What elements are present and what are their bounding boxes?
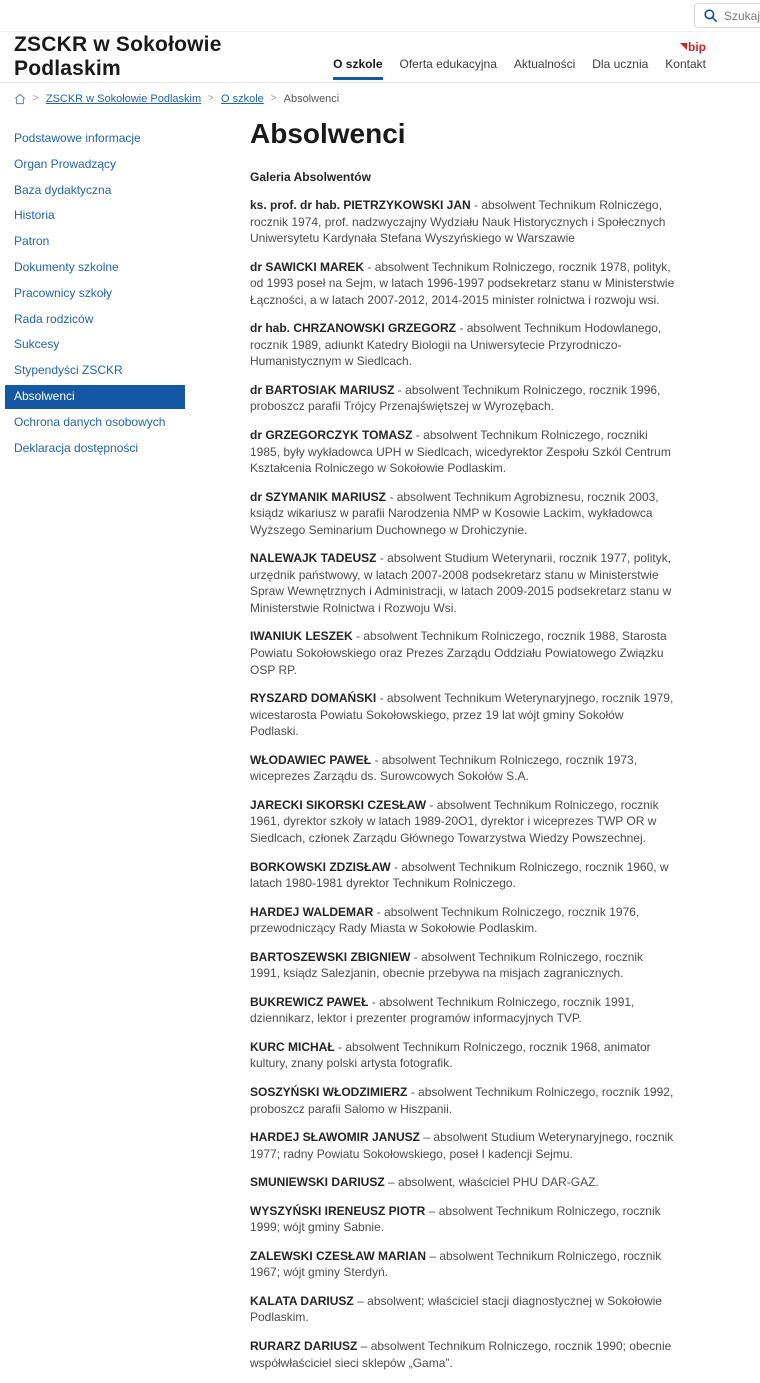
alumnus-name: HARDEJ WALDEMAR <box>250 904 374 919</box>
alumnus-description: absolwent Technikum Rolniczego, rocznik 1978, polityk, od 1993 poseł na Sejm, w latach 1996-1997 podsekretarz stanu w Ministerstwie Łączności, a w latach 2007-2012, 2014-2015 minister rolnictwa i rozwoju wsi. <box>250 259 675 307</box>
alumnus-description: absolwent Technikum Rolniczego, rocznik 1967; wójt gminy Sterdyń. <box>250 1248 662 1280</box>
alumnus-name: KALATA DARIUSZ <box>250 1293 354 1308</box>
site-header <box>0 32 760 83</box>
dash: – <box>360 1338 368 1353</box>
alumnus-description: absolwent Technikum Rolniczego, rocznik 1996, proboszcz parafii Trójcy Przenajświętszej w Wyrozębach. <box>250 382 661 414</box>
sidebar-item[interactable]: Dokumenty szkolne <box>14 259 119 274</box>
alumnus-entry <box>250 197 675 247</box>
dash: - <box>367 259 372 274</box>
breadcrumb <box>0 83 760 114</box>
alumnus-description: absolwent Technikum Rolniczego, rocznik 1990; obecnie współwłaściciel sieci sklepów „Gama”. <box>250 1338 672 1370</box>
alumnus-description: absolwent; właściciel stacji diagnostycznej w Sokołowie Podlaskim. <box>250 1293 662 1325</box>
dash: – <box>423 1130 431 1145</box>
home-icon[interactable] <box>14 93 26 105</box>
sidebar-item[interactable]: Pracownicy szkoły <box>14 285 113 300</box>
alumnus-description: absolwent Technikum Hodowlanego, rocznik 1989, adiunkt Katedry Biologii na Uniwersytecie Przyrodniczo-Humanistycznym w Siedlcach. <box>250 321 662 369</box>
alumnus-entry <box>250 259 675 309</box>
alumnus-description: absolwent, właściciel PHU DAR-GAZ. <box>398 1175 599 1190</box>
sidebar-item[interactable]: Organ Prowadzący <box>14 156 117 171</box>
sidebar-item[interactable]: Sukcesy <box>14 337 60 352</box>
alumnus-name: dr SZYMANIK MARIUSZ <box>250 489 386 504</box>
dash: - <box>429 797 434 812</box>
nav-item[interactable]: Oferta edukacyjna <box>399 57 497 71</box>
alumnus-name: BARTOSZEWSKI ZBIGNIEW <box>250 949 411 964</box>
alumnus-name: NALEWAJK TADEUSZ <box>250 551 377 566</box>
dash: - <box>371 994 376 1009</box>
alumnus-description: absolwent Studium Weterynarii, rocznik 1977, polityk, urzędnik państwowy, w latach 2007-2008 podsekretarz stanu w Ministerstwie Spraw Wewnętrznych i Administracji, w latach 2009-2015 podsekretarz stanu w Ministerstwie Rolnictwa i Rozwoju Wsi. <box>250 551 672 615</box>
alumnus-entry <box>250 752 675 785</box>
alumnus-name: dr GRZEGORCZYK TOMASZ <box>250 428 413 443</box>
bip-logo[interactable] <box>680 41 706 53</box>
sidebar-item[interactable]: Historia <box>14 208 55 223</box>
nav-item[interactable]: Dla ucznia <box>592 57 649 71</box>
dash: - <box>374 752 379 767</box>
alumnus-description: absolwent Technikum Rolniczego, rocznik 1991, dziennikarz, lektor i prezenter programów informacyjnych TVP. <box>250 994 635 1026</box>
alumnus-name: ZALEWSKI CZESŁAW MARIAN <box>250 1248 426 1263</box>
alumnus-description: absolwent Technikum Rolniczego, rocznik 1999; wójt gminy Sabnie. <box>250 1203 661 1235</box>
alumnus-name: SOSZYŃSKI WŁODZIMIERZ <box>250 1084 408 1099</box>
dash: - <box>338 1039 342 1054</box>
alumnus-entry <box>250 382 675 415</box>
dash: - <box>376 904 381 919</box>
search-icon <box>704 9 717 22</box>
alumnus-name: dr BARTOSIAK MARIUSZ <box>250 382 395 397</box>
alumnus-description: absolwent Technikum Rolniczego, rocznik 1991, ksiądz Salezjanin, obecnie przebywa na misjach zagranicznych. <box>250 949 644 981</box>
breadcrumb-separator: > <box>208 93 214 104</box>
dash: - <box>389 489 394 504</box>
alumnus-name: BUKREWICZ PAWEŁ <box>250 994 369 1009</box>
main-nav <box>333 57 706 79</box>
alumnus-entry <box>250 427 675 477</box>
alumnus-description: absolwent Technikum Rolniczego, rocznik 1961, dyrektor szkoły w latach 1989-20O1, dyrektor i wiceprezes TWP OR w Siedlcach, członek Zarządu Głównego Towarzystwa Wiedzy Powszechnej. <box>250 797 659 845</box>
dash: - <box>459 321 464 336</box>
alumnus-entry <box>250 489 675 539</box>
sidebar-nav <box>0 114 205 462</box>
alumnus-entry <box>250 1293 675 1326</box>
main-article <box>205 114 675 1383</box>
alumnus-entry <box>250 1039 675 1072</box>
search-box[interactable] <box>694 3 760 28</box>
alumnus-entry <box>250 1129 675 1162</box>
alumnus-description: absolwent Technikum Rolniczego, rocznik 1968, animator kultury, znany polski artysta fotografik. <box>250 1039 651 1071</box>
alumnus-description: absolwent Studium Weterynaryjnego, rocznik 1977; radny Powiatu Sokołowskiego, poseł I kadencji Sejmu. <box>250 1130 674 1161</box>
sidebar-item[interactable]: Podstawowe informacje <box>14 131 141 145</box>
alumnus-entry <box>250 949 675 982</box>
sidebar-item[interactable]: Deklaracja dostępności <box>14 440 139 455</box>
breadcrumb-current: Absolwenci <box>283 92 340 105</box>
dash: - <box>415 428 420 443</box>
alumnus-entry <box>250 859 675 892</box>
alumnus-description: absolwent Technikum Rolniczego, rocznik 1988, Starosta Powiatu Sokołowskiego oraz Prezes Zarządu Oddziału Powiatowego Związku OSP RP. <box>250 629 667 677</box>
sidebar-item[interactable]: Ochrona danych osobowych <box>14 414 166 429</box>
alumnus-name: RURARZ DARIUSZ <box>250 1338 358 1353</box>
topbar <box>0 0 760 32</box>
breadcrumb-separator: > <box>270 93 277 104</box>
nav-item[interactable]: Kontakt <box>665 57 706 71</box>
dash: – <box>429 1248 437 1263</box>
dash: - <box>379 551 384 566</box>
alumnus-name: SMUNIEWSKI DARIUSZ <box>250 1175 385 1190</box>
alumnus-name: RYSZARD DOMAŃSKI <box>250 691 377 706</box>
alumnus-entry <box>250 320 675 370</box>
dash: – <box>357 1293 364 1308</box>
bip-label: bip <box>688 40 706 54</box>
alumnus-entry <box>250 1174 675 1191</box>
alumnus-description: absolwent Technikum Rolniczego, rocznik 1973, wiceprezes Zarządu ds. Surowcowych Sokołów S.A. <box>250 752 638 784</box>
gallery-heading: Galeria Absolwentów <box>250 170 371 184</box>
dash: - <box>394 859 398 874</box>
content <box>0 114 760 1383</box>
alumni-list <box>250 197 675 1371</box>
alumnus-name: dr hab. CHRZANOWSKI GRZEGORZ <box>250 321 456 336</box>
alumnus-entry <box>250 1203 675 1236</box>
nav-item[interactable]: Aktualności <box>513 57 576 71</box>
alumnus-entry <box>250 1338 675 1371</box>
breadcrumb-link-section[interactable]: O szkole <box>220 92 264 105</box>
page-title: Absolwenci <box>250 118 406 149</box>
alumnus-name: KURC MICHAŁ <box>250 1039 335 1054</box>
alumnus-name: dr SAWICKI MAREK <box>250 259 364 274</box>
dash: - <box>474 198 479 212</box>
bip-flag-icon <box>680 43 687 50</box>
alumnus-entry <box>250 690 675 740</box>
sidebar-item[interactable]: Rada rodziców <box>14 311 94 326</box>
dash: - <box>413 949 418 964</box>
alumnus-description: absolwent Technikum Rolniczego, rocznik 1992, proboszcz parafii Salomo w Hiszpanii. <box>250 1084 674 1116</box>
alumnus-name: BORKOWSKI ZDZISŁAW <box>250 859 391 874</box>
alumnus-description: absolwent Technikum Agrobiznesu, rocznik 2003, ksiądz wikariusz w parafii Narodzenia NMP w Kosowie Lackim, wykładowca Wyższego Seminarium Duchownego w Drohiczynie. <box>250 489 659 537</box>
alumnus-description: absolwent Technikum Rolniczego, rocznik 1974, prof. nadzwyczajny Wydziału Nauk Historycznych i Społecznych Uniwersytetu Kardynała Stefana Wyszyńskiego w Warszawie <box>250 198 666 246</box>
sidebar-item[interactable]: Patron <box>14 234 50 249</box>
dash: – <box>388 1175 395 1190</box>
alumnus-description: absolwent Technikum Rolniczego, roczniki 1985, były wykładowca UPH w Siedlcach, wicedyrektor Zespołu Szkól Centrum Kształcenia Rolniczego w Sokołowie Podlaskim. <box>250 428 671 476</box>
site-title: ZSCKR w Sokołowie Podlaskim <box>14 33 222 80</box>
dash: – <box>428 1203 436 1218</box>
alumnus-entry <box>250 994 675 1027</box>
dash: - <box>397 382 402 397</box>
alumnus-name: HARDEJ SŁAWOMIR JANUSZ <box>250 1130 421 1145</box>
alumnus-entry <box>250 1084 675 1117</box>
dash: - <box>356 629 361 644</box>
alumnus-name: ks. prof. dr hab. PIETRZYKOWSKI JAN <box>250 198 471 212</box>
alumnus-description: absolwent Technikum Rolniczego, rocznik 1976, przewodniczący Rady Miasta w Sokołowie Podlaskim. <box>250 904 640 936</box>
alumnus-name: WŁODAWIEC PAWEŁ <box>250 752 372 767</box>
dash: - <box>410 1084 415 1099</box>
nav-item[interactable]: O szkole <box>333 57 382 79</box>
alumnus-name: JARECKI SIKORSKI CZESŁAW <box>250 797 427 812</box>
sidebar-item[interactable]: Baza dydaktyczna <box>14 182 112 197</box>
dash: - <box>379 691 384 706</box>
breadcrumb-separator: > <box>33 93 39 104</box>
search-label: Szukaj <box>724 8 760 23</box>
header-right <box>333 41 706 79</box>
sidebar-item[interactable]: Stypendyści ZSCKR <box>14 363 123 378</box>
alumnus-entry <box>250 797 675 847</box>
alumnus-entry <box>250 904 675 937</box>
alumnus-entry <box>250 1248 675 1281</box>
alumnus-name: WYSZYŃSKI IRENEUSZ PIOTR <box>250 1203 426 1218</box>
alumnus-entry <box>250 628 675 678</box>
alumnus-name: IWANIUK LESZEK <box>250 629 353 644</box>
alumnus-description: absolwent Technikum Weterynaryjnego, rocznik 1979, wicestarosta Powiatu Sokołowskiego, przez 19 lat wójt gminy Sokołów Podlaski. <box>250 691 674 739</box>
alumnus-entry <box>250 550 675 616</box>
breadcrumb-link-home[interactable]: ZSCKR w Sokołowie Podlaskim <box>45 92 202 105</box>
sidebar-item[interactable]: Absolwenci <box>5 385 185 409</box>
alumnus-description: absolwent Technikum Rolniczego, rocznik 1960, w latach 1980-1981 dyrektor Technikum Rolniczego. <box>250 859 669 891</box>
